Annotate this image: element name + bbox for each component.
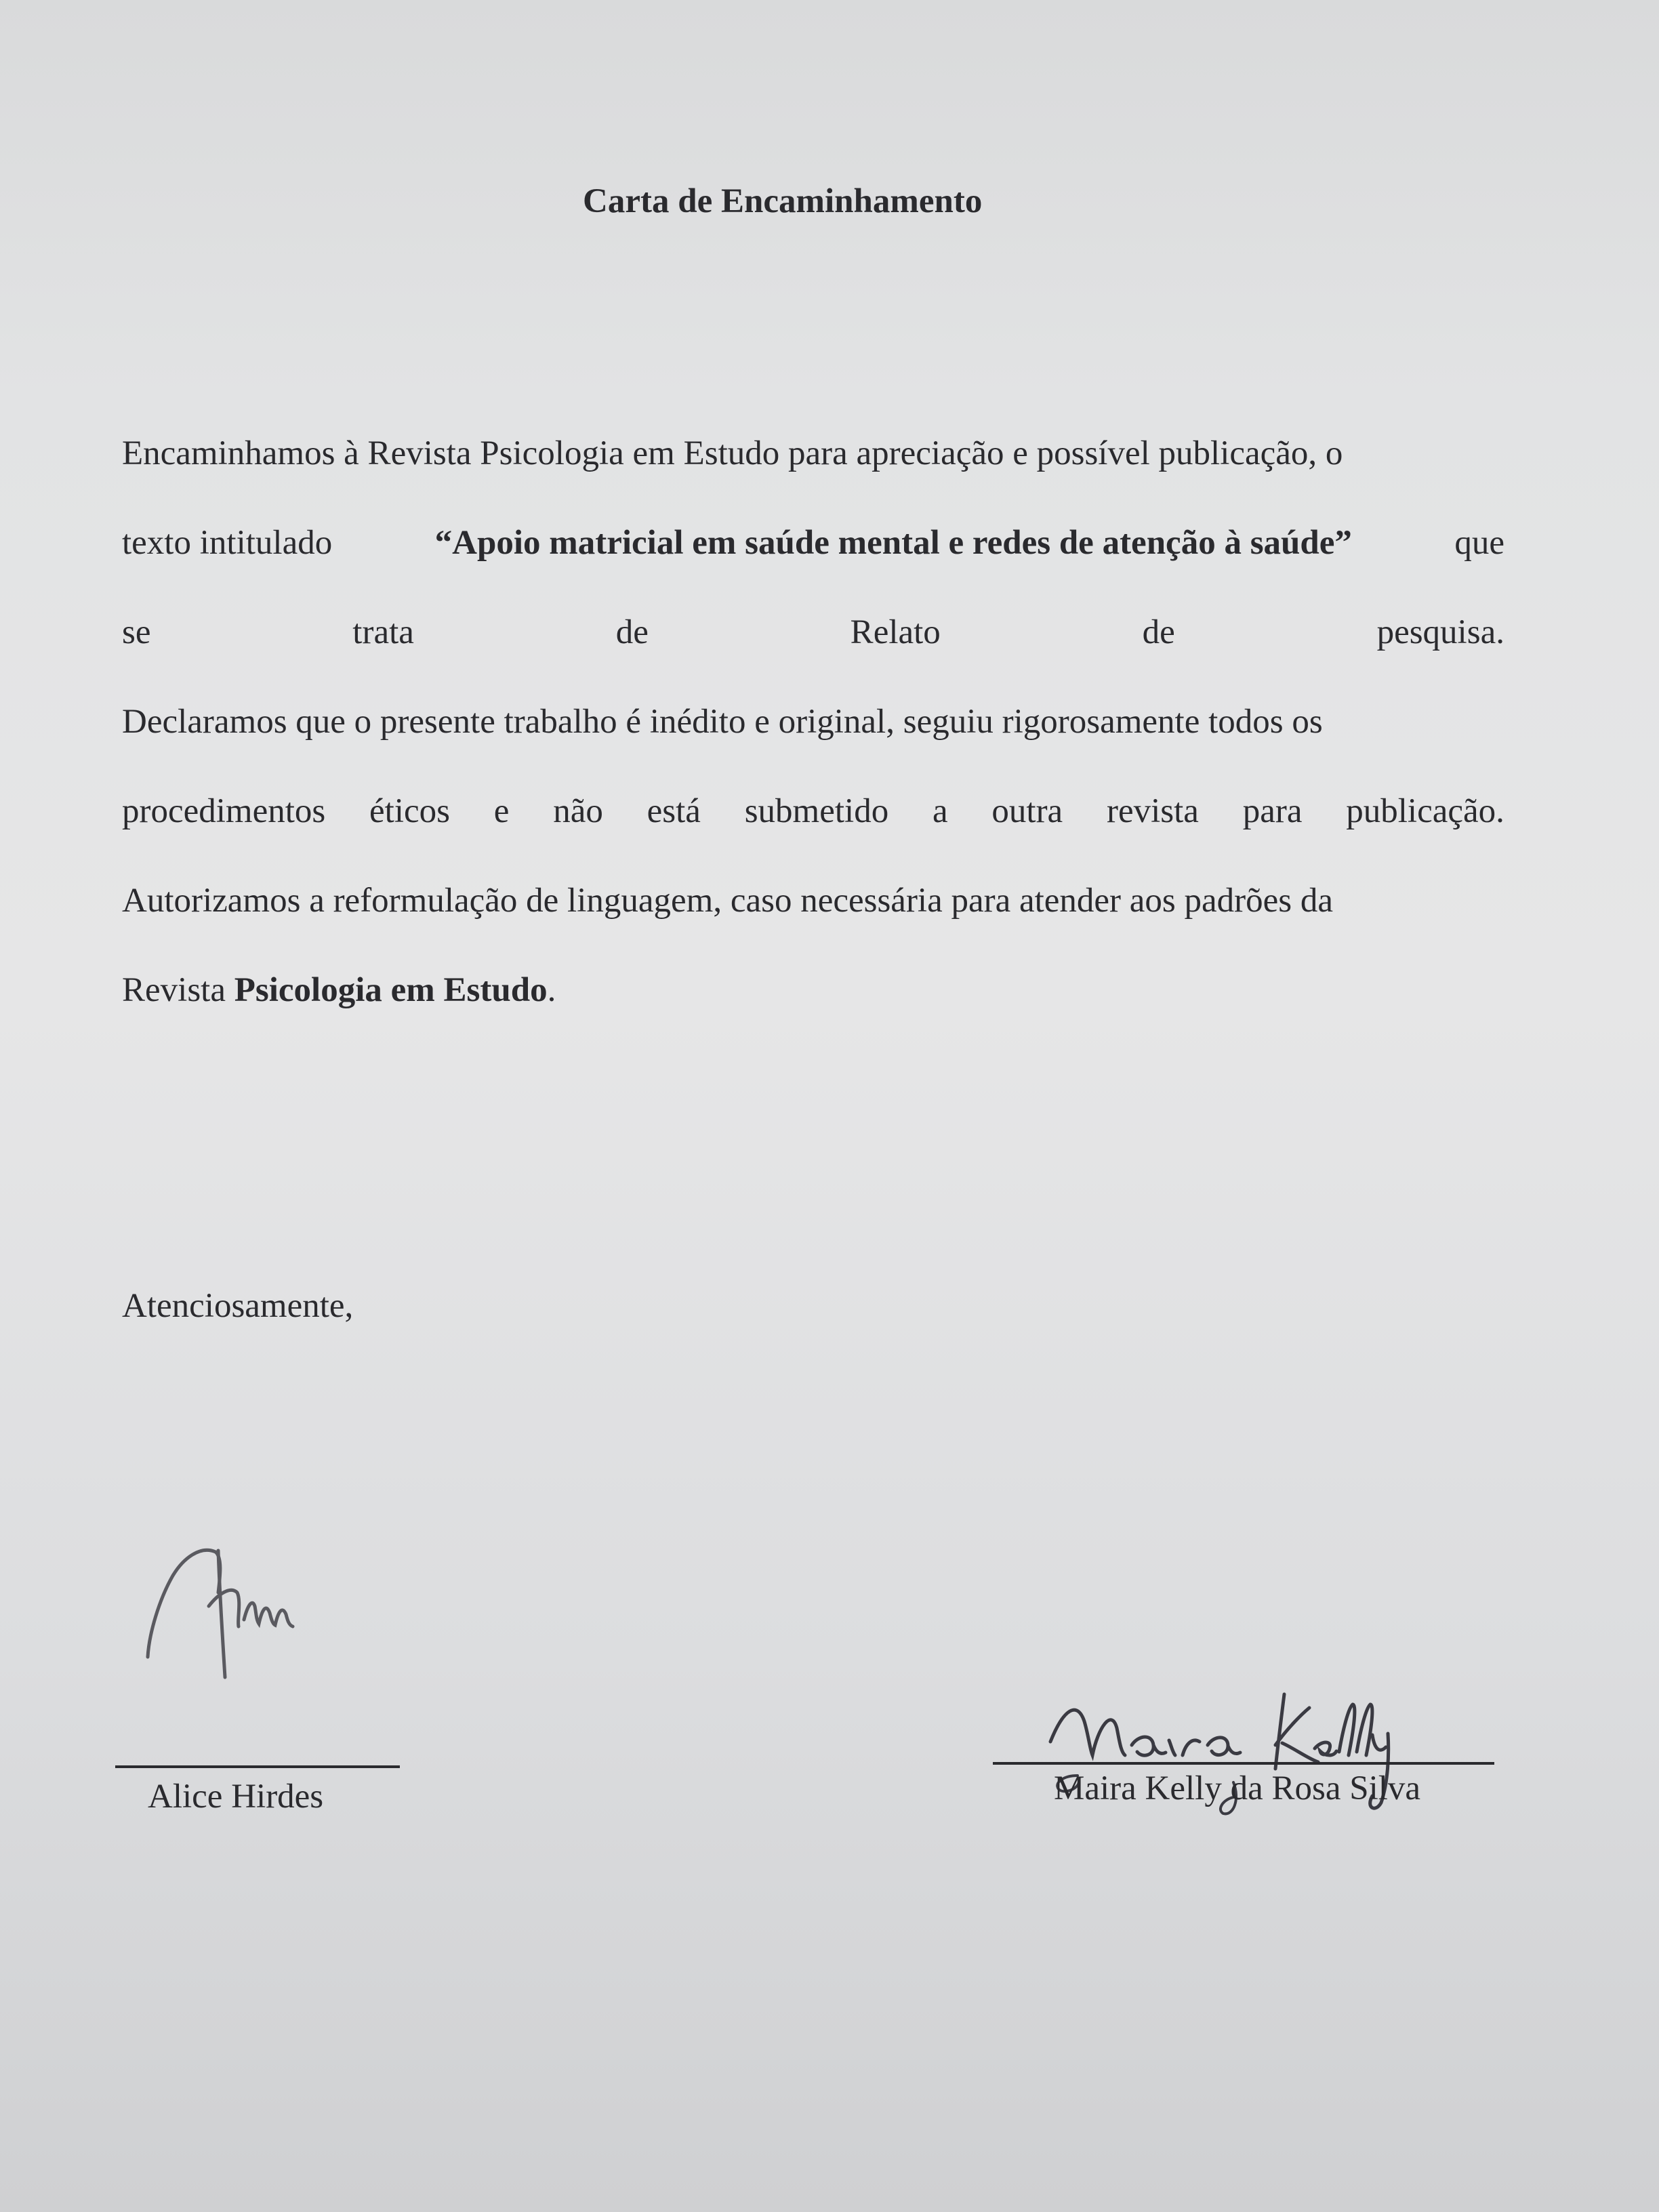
body-word: Relato <box>850 613 941 651</box>
signature-line-right <box>993 1762 1494 1765</box>
body-line-6: Autorizamos a reformulação de linguagem, caso necessária para atender aos padrões da <box>122 882 1334 920</box>
article-title: “Apoio matricial em saúde mental e redes de atenção à saúde” <box>434 524 1352 562</box>
body-word: revista <box>1106 792 1199 830</box>
body-word: outra <box>991 792 1063 830</box>
body-line-2-prefix: texto intitulado <box>122 524 333 562</box>
signature-line-left <box>115 1765 400 1768</box>
body-word: e <box>493 792 510 830</box>
body-word: se <box>122 613 151 651</box>
body-word: submetido <box>744 792 889 830</box>
body-line-5 <box>122 792 1504 831</box>
body-line-2 <box>122 523 1504 562</box>
body-line-7-prefix: Revista <box>122 971 234 1009</box>
document-title: Carta de Encaminhamento <box>583 182 983 220</box>
body-line-3 <box>122 613 1504 652</box>
body-word: de <box>615 613 649 651</box>
body-line-7-suffix: . <box>547 971 556 1009</box>
body-line-1: Encaminhamos à Revista Psicologia em Estudo para apreciação e possível publicação, o <box>122 434 1343 472</box>
body-word: de <box>1142 613 1175 651</box>
body-word: éticos <box>369 792 450 830</box>
body-word: está <box>647 792 701 830</box>
body-word: procedimentos <box>122 792 326 830</box>
closing-salutation: Atenciosamente, <box>122 1287 354 1325</box>
body-word: não <box>553 792 603 830</box>
body-word: para <box>1242 792 1303 830</box>
signer-name-right: Maira Kelly da Rosa Silva <box>1054 1769 1421 1807</box>
signature-alice-hirdes <box>136 1518 325 1694</box>
body-word: a <box>932 792 948 830</box>
body-line-4: Declaramos que o presente trabalho é inédito e original, seguiu rigorosamente todos os <box>122 703 1323 741</box>
body-word: publicação. <box>1346 792 1504 830</box>
journal-name: Psicologia em Estudo <box>234 971 548 1009</box>
body-line-7 <box>122 970 1504 1010</box>
body-line-2-suffix: que <box>1454 524 1504 562</box>
body-word: pesquisa. <box>1376 613 1504 651</box>
signer-name-left: Alice Hirdes <box>148 1778 324 1816</box>
body-word: trata <box>352 613 414 651</box>
